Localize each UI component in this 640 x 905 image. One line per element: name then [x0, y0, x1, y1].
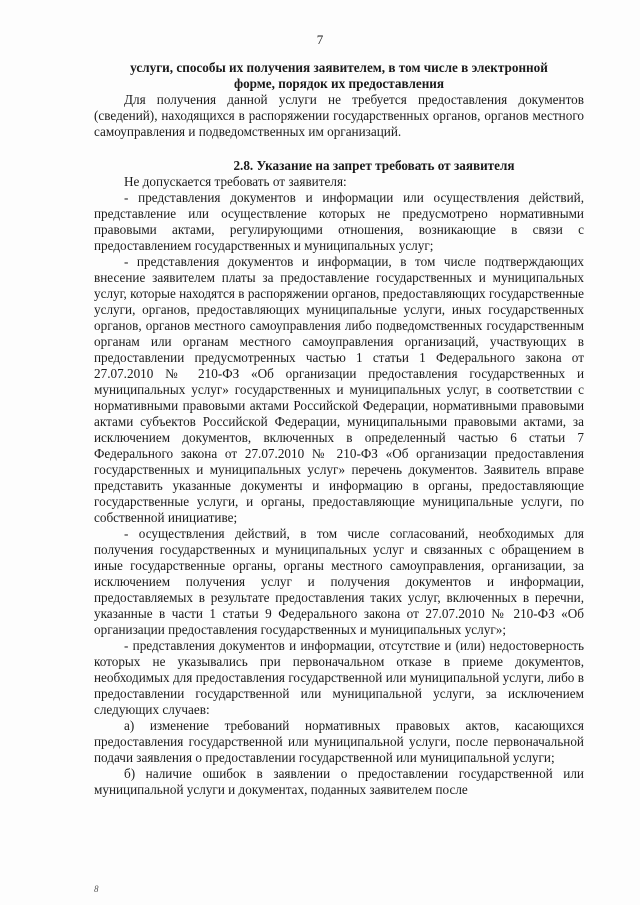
paragraph-case-a: а) изменение требований нормативных правовых актов, касающихся предоставления государственной или муниципальной услуги, после первоначальной подачи заявления о предоставлении государственной или муниципальной услуги;	[94, 718, 584, 765]
section-2-8-heading: 2.8. Указание на запрет требовать от заявителя	[233, 158, 515, 173]
section-heading-line-2: форме, порядок их предоставления	[233, 76, 445, 91]
paragraph-case-b: б) наличие ошибок в заявлении о предоставлении государственной или муниципальной услуги и документах, поданных заявителем после	[94, 766, 584, 797]
paragraph-item-3: - осуществления действий, в том числе согласований, необходимых для получения государственных и муниципальных услуг и связанных с обращением в иные государственные органы, органы местного самоуправления, организации, за исключением получения услуг и получения документов и информации, предоставляемых в результате предоставления таких услуг, включенных в перечни, указанные в части 1 статьи 9 Федерального закона от 27.07.2010 № 210-ФЗ «Об организации предоставления государственных и муниципальных услуг»;	[94, 526, 584, 637]
paragraph-item-4: - представления документов и информации, отсутствие и (или) недостоверность которых не указывались при первоначальном отказе в приеме документов, необходимых для предоставления государственной или муниципальной услуги, либо в предоставлении государственной или муниципальной услуги, за исключением следующих случаев:	[94, 638, 584, 717]
paragraph-item-2: - представления документов и информации, в том числе подтверждающих внесение заявителем платы за предоставление государственных и муниципальных услуг, которые находятся в распоряжении органов, предоставляющих государственные услуги, органов, предоставляющих муниципальные услуги, иных государственных органов, органов местного самоуправления либо подведомственных государственным органам или органам местного самоуправления организаций, участвующих в предоставлении предусмотренных частью 1 статьи 1 Федерального закона от 27.07.2010 № 210-ФЗ «Об организации предоставления государственных и муниципальных услуг» государственных и муниципальных услуг, в соответствии с нормативными правовыми актами Российской Федерации, нормативными правовыми актами субъектов Российской Федерации, муниципальными правовыми актами, за исключением документов, включенных в определенный частью 6 статьи 7 Федерального закона от 27.07.2010 № 210-ФЗ «Об организации предоставления государственных и муниципальных услуг» перечень документов. Заявитель вправе представить указанные документы и информацию в органы, предоставляющие государственные услуги, и органы, предоставляющие муниципальные услуги, по собственной инициативе;	[94, 254, 584, 525]
section-heading-line-1: услуги, способы их получения заявителем, в том числе в электронной	[130, 60, 548, 75]
intro-paragraph: Для получения данной услуги не требуется предоставления документов (сведений), находящихся в распоряжении государственных органов, органов местного самоуправления и подведомственных им организаций.	[94, 92, 584, 139]
page-number: 7	[316, 32, 324, 47]
paragraph-lead: Не допускается требовать от заявителя:	[124, 174, 347, 189]
document-body	[94, 60, 584, 798]
bottom-mark: 8	[94, 884, 99, 894]
paragraph-item-1: - представления документов и информации или осуществления действий, представление или осуществление которых не предусмотрено нормативными правовыми актами, регулирующими отношения, возникающие в связи с предоставлением государственных и муниципальных услуг;	[94, 190, 584, 253]
